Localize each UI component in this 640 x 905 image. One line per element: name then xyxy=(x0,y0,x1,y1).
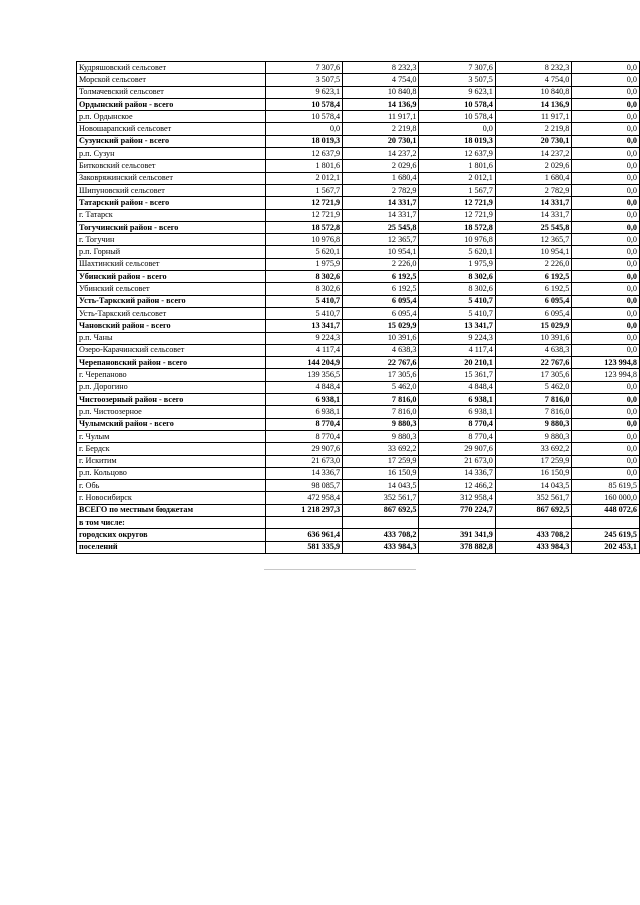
value-cell: 0,0 xyxy=(572,209,640,221)
table-row xyxy=(77,135,640,147)
value-cell: 0,0 xyxy=(572,184,640,196)
value-cell: 0,0 xyxy=(419,123,495,135)
row-name-cell: р.п. Дорогино xyxy=(77,381,266,393)
value-cell: 16 150,9 xyxy=(495,467,571,479)
value-cell: 2 219,8 xyxy=(495,123,571,135)
row-name-cell: Толмачевский сельсовет xyxy=(77,86,266,98)
value-cell: 4 117,4 xyxy=(265,344,342,356)
value-cell: 7 307,6 xyxy=(265,62,342,74)
value-cell: 10 976,8 xyxy=(265,234,342,246)
row-name-cell: р.п. Горный xyxy=(77,246,266,258)
table-row xyxy=(77,516,640,528)
value-cell: 20 730,1 xyxy=(495,135,571,147)
value-cell: 0,0 xyxy=(572,271,640,283)
value-cell: 8 302,6 xyxy=(265,283,342,295)
row-name-cell: г. Чулым xyxy=(77,430,266,442)
value-cell: 7 816,0 xyxy=(495,406,571,418)
value-cell: 10 578,4 xyxy=(419,98,495,110)
value-cell: 2 029,6 xyxy=(495,160,571,172)
value-cell: 433 708,2 xyxy=(495,529,571,541)
value-cell: 6 938,1 xyxy=(265,394,342,406)
value-cell: 14 331,7 xyxy=(495,197,571,209)
value-cell: 867 692,5 xyxy=(343,504,419,516)
row-name-cell: р.п. Чаны xyxy=(77,332,266,344)
value-cell: 0,0 xyxy=(572,455,640,467)
value-cell: 10 578,4 xyxy=(265,111,342,123)
value-cell: 7 816,0 xyxy=(343,394,419,406)
row-name-cell: р.п. Сузун xyxy=(77,148,266,160)
value-cell: 15 029,9 xyxy=(343,320,419,332)
value-cell: 14 136,9 xyxy=(343,98,419,110)
value-cell: 0,0 xyxy=(572,221,640,233)
row-name-cell: Шипуновский сельсовет xyxy=(77,184,266,196)
value-cell: 6 938,1 xyxy=(419,406,495,418)
value-cell: 0,0 xyxy=(572,307,640,319)
value-cell: 4 848,4 xyxy=(265,381,342,393)
table-row xyxy=(77,184,640,196)
value-cell: 14 043,5 xyxy=(343,480,419,492)
value-cell: 0,0 xyxy=(572,98,640,110)
value-cell: 4 754,0 xyxy=(495,74,571,86)
value-cell: 123 994,8 xyxy=(572,369,640,381)
value-cell: 2 012,1 xyxy=(265,172,342,184)
value-cell: 352 561,7 xyxy=(343,492,419,504)
table-row xyxy=(77,258,640,270)
value-cell: 1 567,7 xyxy=(265,184,342,196)
value-cell: 85 619,5 xyxy=(572,480,640,492)
value-cell: 18 572,8 xyxy=(419,221,495,233)
value-cell: 867 692,5 xyxy=(495,504,571,516)
value-cell: 21 673,0 xyxy=(265,455,342,467)
value-cell: 10 578,4 xyxy=(265,98,342,110)
value-cell: 0,0 xyxy=(572,320,640,332)
value-cell: 8 232,3 xyxy=(343,62,419,74)
table-row xyxy=(77,221,640,233)
row-name-cell: г. Татарск xyxy=(77,209,266,221)
value-cell: 4 638,3 xyxy=(495,344,571,356)
value-cell: 18 019,3 xyxy=(419,135,495,147)
value-cell: 144 204,9 xyxy=(265,357,342,369)
row-name-cell: Морской сельсовет xyxy=(77,74,266,86)
value-cell: 1 567,7 xyxy=(419,184,495,196)
table-row xyxy=(77,74,640,86)
row-name-cell: Убинский район - всего xyxy=(77,271,266,283)
value-cell: 7 816,0 xyxy=(495,394,571,406)
value-cell: 5 410,7 xyxy=(419,307,495,319)
value-cell: 6 095,4 xyxy=(495,307,571,319)
value-cell: 16 150,9 xyxy=(343,467,419,479)
table-row xyxy=(77,332,640,344)
row-name-cell: г. Тогучин xyxy=(77,234,266,246)
value-cell: 2 219,8 xyxy=(343,123,419,135)
row-name-cell: Чановский район - всего xyxy=(77,320,266,332)
value-cell: 8 770,4 xyxy=(265,418,342,430)
value-cell: 8 770,4 xyxy=(419,430,495,442)
value-cell: 6 192,5 xyxy=(495,271,571,283)
value-cell: 13 341,7 xyxy=(265,320,342,332)
value-cell: 4 638,3 xyxy=(343,344,419,356)
row-name-cell: Убинский сельсовет xyxy=(77,283,266,295)
value-cell: 9 623,1 xyxy=(265,86,342,98)
value-cell: 8 770,4 xyxy=(419,418,495,430)
value-cell: 9 880,3 xyxy=(495,418,571,430)
value-cell: 15 029,9 xyxy=(495,320,571,332)
value-cell xyxy=(343,516,419,528)
table-row xyxy=(77,160,640,172)
table-row xyxy=(77,369,640,381)
value-cell: 202 453,1 xyxy=(572,541,640,553)
value-cell: 352 561,7 xyxy=(495,492,571,504)
value-cell: 5 410,7 xyxy=(419,295,495,307)
value-cell: 10 840,8 xyxy=(495,86,571,98)
value-cell: 160 000,0 xyxy=(572,492,640,504)
value-cell: 1 975,9 xyxy=(419,258,495,270)
value-cell: 29 907,6 xyxy=(419,443,495,455)
value-cell: 9 880,3 xyxy=(343,418,419,430)
value-cell: 6 938,1 xyxy=(419,394,495,406)
row-name-cell: Татарский район - всего xyxy=(77,197,266,209)
value-cell: 0,0 xyxy=(572,295,640,307)
value-cell: 0,0 xyxy=(572,418,640,430)
value-cell: 0,0 xyxy=(572,406,640,418)
value-cell: 8 302,6 xyxy=(265,271,342,283)
value-cell: 378 882,8 xyxy=(419,541,495,553)
value-cell: 20 730,1 xyxy=(343,135,419,147)
table-row xyxy=(77,320,640,332)
row-name-cell: Битковский сельсовет xyxy=(77,160,266,172)
value-cell: 4 754,0 xyxy=(343,74,419,86)
value-cell: 29 907,6 xyxy=(265,443,342,455)
value-cell: 6 095,4 xyxy=(343,295,419,307)
row-name-cell: Ордынский район - всего xyxy=(77,98,266,110)
value-cell: 10 391,6 xyxy=(343,332,419,344)
row-name-cell: Тогучинский район - всего xyxy=(77,221,266,233)
value-cell: 14 331,7 xyxy=(343,197,419,209)
value-cell: 5 410,7 xyxy=(265,307,342,319)
value-cell: 0,0 xyxy=(572,111,640,123)
value-cell xyxy=(419,516,495,528)
row-name-cell: р.п. Чистоозерное xyxy=(77,406,266,418)
value-cell: 448 072,6 xyxy=(572,504,640,516)
value-cell: 9 880,3 xyxy=(495,430,571,442)
value-cell: 0,0 xyxy=(572,381,640,393)
value-cell: 11 917,1 xyxy=(495,111,571,123)
value-cell: 2 029,6 xyxy=(343,160,419,172)
value-cell: 5 462,0 xyxy=(495,381,571,393)
value-cell: 12 365,7 xyxy=(343,234,419,246)
table-row xyxy=(77,344,640,356)
table-row xyxy=(77,209,640,221)
row-name-cell: в том числе: xyxy=(77,516,266,528)
row-name-cell: Кудряшовский сельсовет xyxy=(77,62,266,74)
value-cell: 312 958,4 xyxy=(419,492,495,504)
row-name-cell: г. Новосибирск xyxy=(77,492,266,504)
value-cell: 20 210,1 xyxy=(419,357,495,369)
table-row xyxy=(77,381,640,393)
value-cell: 0,0 xyxy=(572,467,640,479)
table-row xyxy=(77,443,640,455)
value-cell: 472 958,4 xyxy=(265,492,342,504)
value-cell: 12 721,9 xyxy=(419,209,495,221)
table-row xyxy=(77,357,640,369)
value-cell: 0,0 xyxy=(572,86,640,98)
table-row xyxy=(77,123,640,135)
budget-table-body xyxy=(77,62,640,554)
value-cell: 139 356,5 xyxy=(265,369,342,381)
value-cell: 17 259,9 xyxy=(495,455,571,467)
value-cell: 1 680,4 xyxy=(343,172,419,184)
value-cell: 10 840,8 xyxy=(343,86,419,98)
row-name-cell: ВСЕГО по местным бюджетам xyxy=(77,504,266,516)
value-cell: 9 224,3 xyxy=(265,332,342,344)
value-cell: 8 302,6 xyxy=(419,271,495,283)
table-row xyxy=(77,246,640,258)
value-cell: 17 259,9 xyxy=(343,455,419,467)
value-cell: 33 692,2 xyxy=(343,443,419,455)
table-row xyxy=(77,197,640,209)
table-row xyxy=(77,430,640,442)
value-cell: 10 976,8 xyxy=(419,234,495,246)
value-cell: 0,0 xyxy=(572,332,640,344)
table-row xyxy=(77,148,640,160)
value-cell: 14 331,7 xyxy=(495,209,571,221)
value-cell: 0,0 xyxy=(572,123,640,135)
value-cell: 10 578,4 xyxy=(419,111,495,123)
value-cell: 10 954,1 xyxy=(495,246,571,258)
value-cell: 5 462,0 xyxy=(343,381,419,393)
table-row xyxy=(77,418,640,430)
value-cell: 9 224,3 xyxy=(419,332,495,344)
table-row xyxy=(77,111,640,123)
value-cell: 12 721,9 xyxy=(419,197,495,209)
value-cell: 245 619,5 xyxy=(572,529,640,541)
table-row xyxy=(77,492,640,504)
row-name-cell: Усть-Таркский район - всего xyxy=(77,295,266,307)
value-cell xyxy=(265,516,342,528)
value-cell: 15 361,7 xyxy=(419,369,495,381)
value-cell: 18 019,3 xyxy=(265,135,342,147)
value-cell: 12 721,9 xyxy=(265,209,342,221)
value-cell: 25 545,8 xyxy=(343,221,419,233)
table-row xyxy=(77,455,640,467)
value-cell: 2 782,9 xyxy=(495,184,571,196)
value-cell: 2 012,1 xyxy=(419,172,495,184)
budget-table xyxy=(76,61,640,554)
value-cell: 2 226,0 xyxy=(343,258,419,270)
table-row xyxy=(77,406,640,418)
value-cell: 14 043,5 xyxy=(495,480,571,492)
table-row xyxy=(77,504,640,516)
row-name-cell: Чистоозерный район - всего xyxy=(77,394,266,406)
row-name-cell: р.п. Ордынское xyxy=(77,111,266,123)
value-cell: 636 961,4 xyxy=(265,529,342,541)
value-cell: 0,0 xyxy=(572,160,640,172)
value-cell: 21 673,0 xyxy=(419,455,495,467)
table-row xyxy=(77,62,640,74)
value-cell: 433 984,3 xyxy=(495,541,571,553)
value-cell: 14 331,7 xyxy=(343,209,419,221)
value-cell: 8 302,6 xyxy=(419,283,495,295)
value-cell: 98 085,7 xyxy=(265,480,342,492)
value-cell: 10 391,6 xyxy=(495,332,571,344)
value-cell: 0,0 xyxy=(572,258,640,270)
value-cell: 13 341,7 xyxy=(419,320,495,332)
value-cell: 6 938,1 xyxy=(265,406,342,418)
row-name-cell: Усть-Таркский сельсовет xyxy=(77,307,266,319)
value-cell: 1 801,6 xyxy=(419,160,495,172)
value-cell: 3 507,5 xyxy=(265,74,342,86)
row-name-cell: Заковряжинский сельсовет xyxy=(77,172,266,184)
value-cell: 6 192,5 xyxy=(343,271,419,283)
value-cell: 0,0 xyxy=(572,172,640,184)
value-cell: 12 637,9 xyxy=(419,148,495,160)
value-cell: 10 954,1 xyxy=(343,246,419,258)
value-cell: 0,0 xyxy=(572,135,640,147)
row-name-cell: Сузунский район - всего xyxy=(77,135,266,147)
table-row xyxy=(77,234,640,246)
row-name-cell: Озеро-Карачинский сельсовет xyxy=(77,344,266,356)
value-cell: 0,0 xyxy=(572,74,640,86)
row-name-cell: р.п. Кольцово xyxy=(77,467,266,479)
value-cell: 6 192,5 xyxy=(343,283,419,295)
value-cell: 18 572,8 xyxy=(265,221,342,233)
value-cell: 14 136,9 xyxy=(495,98,571,110)
value-cell: 6 192,5 xyxy=(495,283,571,295)
value-cell: 5 410,7 xyxy=(265,295,342,307)
row-name-cell: Черепановский район - всего xyxy=(77,357,266,369)
value-cell: 433 708,2 xyxy=(343,529,419,541)
value-cell: 6 095,4 xyxy=(343,307,419,319)
value-cell: 0,0 xyxy=(572,197,640,209)
value-cell: 7 816,0 xyxy=(343,406,419,418)
value-cell: 1 801,6 xyxy=(265,160,342,172)
footnote-separator xyxy=(264,569,416,570)
value-cell: 12 637,9 xyxy=(265,148,342,160)
value-cell: 4 848,4 xyxy=(419,381,495,393)
row-name-cell: г. Искитим xyxy=(77,455,266,467)
row-name-cell: г. Бердск xyxy=(77,443,266,455)
value-cell: 5 620,1 xyxy=(419,246,495,258)
value-cell: 14 237,2 xyxy=(343,148,419,160)
value-cell: 0,0 xyxy=(572,344,640,356)
value-cell: 433 984,3 xyxy=(343,541,419,553)
row-name-cell: Новошарапский сельсовет xyxy=(77,123,266,135)
value-cell: 3 507,5 xyxy=(419,74,495,86)
value-cell: 22 767,6 xyxy=(343,357,419,369)
table-row xyxy=(77,86,640,98)
value-cell: 9 880,3 xyxy=(343,430,419,442)
table-row xyxy=(77,172,640,184)
value-cell: 7 307,6 xyxy=(419,62,495,74)
row-name-cell: Шахтинский сельсовет xyxy=(77,258,266,270)
row-name-cell: Чулымский район - всего xyxy=(77,418,266,430)
table-row xyxy=(77,283,640,295)
value-cell: 14 336,7 xyxy=(419,467,495,479)
value-cell xyxy=(572,516,640,528)
value-cell: 9 623,1 xyxy=(419,86,495,98)
value-cell: 5 620,1 xyxy=(265,246,342,258)
value-cell: 14 336,7 xyxy=(265,467,342,479)
row-name-cell: г. Черепаново xyxy=(77,369,266,381)
value-cell: 17 305,6 xyxy=(495,369,571,381)
table-row xyxy=(77,271,640,283)
value-cell: 17 305,6 xyxy=(343,369,419,381)
value-cell: 0,0 xyxy=(572,62,640,74)
value-cell: 123 994,8 xyxy=(572,357,640,369)
row-name-cell: поселений xyxy=(77,541,266,553)
value-cell: 0,0 xyxy=(265,123,342,135)
value-cell: 1 218 297,3 xyxy=(265,504,342,516)
value-cell: 12 466,2 xyxy=(419,480,495,492)
value-cell: 22 767,6 xyxy=(495,357,571,369)
value-cell: 6 095,4 xyxy=(495,295,571,307)
table-row xyxy=(77,307,640,319)
value-cell: 33 692,2 xyxy=(495,443,571,455)
table-row xyxy=(77,480,640,492)
value-cell: 0,0 xyxy=(572,443,640,455)
value-cell: 0,0 xyxy=(572,394,640,406)
value-cell: 391 341,9 xyxy=(419,529,495,541)
value-cell: 2 226,0 xyxy=(495,258,571,270)
table-row xyxy=(77,541,640,553)
value-cell: 2 782,9 xyxy=(343,184,419,196)
value-cell: 12 365,7 xyxy=(495,234,571,246)
table-row xyxy=(77,467,640,479)
value-cell: 4 117,4 xyxy=(419,344,495,356)
value-cell: 11 917,1 xyxy=(343,111,419,123)
value-cell: 0,0 xyxy=(572,234,640,246)
value-cell: 1 975,9 xyxy=(265,258,342,270)
table-row xyxy=(77,295,640,307)
value-cell: 770 224,7 xyxy=(419,504,495,516)
value-cell: 8 770,4 xyxy=(265,430,342,442)
value-cell: 14 237,2 xyxy=(495,148,571,160)
value-cell: 0,0 xyxy=(572,430,640,442)
row-name-cell: г. Обь xyxy=(77,480,266,492)
value-cell: 0,0 xyxy=(572,246,640,258)
value-cell: 25 545,8 xyxy=(495,221,571,233)
table-row xyxy=(77,394,640,406)
value-cell: 8 232,3 xyxy=(495,62,571,74)
value-cell: 1 680,4 xyxy=(495,172,571,184)
value-cell: 0,0 xyxy=(572,148,640,160)
table-row xyxy=(77,529,640,541)
row-name-cell: городских округов xyxy=(77,529,266,541)
value-cell: 581 335,9 xyxy=(265,541,342,553)
value-cell: 0,0 xyxy=(572,283,640,295)
value-cell: 12 721,9 xyxy=(265,197,342,209)
table-row xyxy=(77,98,640,110)
value-cell xyxy=(495,516,571,528)
